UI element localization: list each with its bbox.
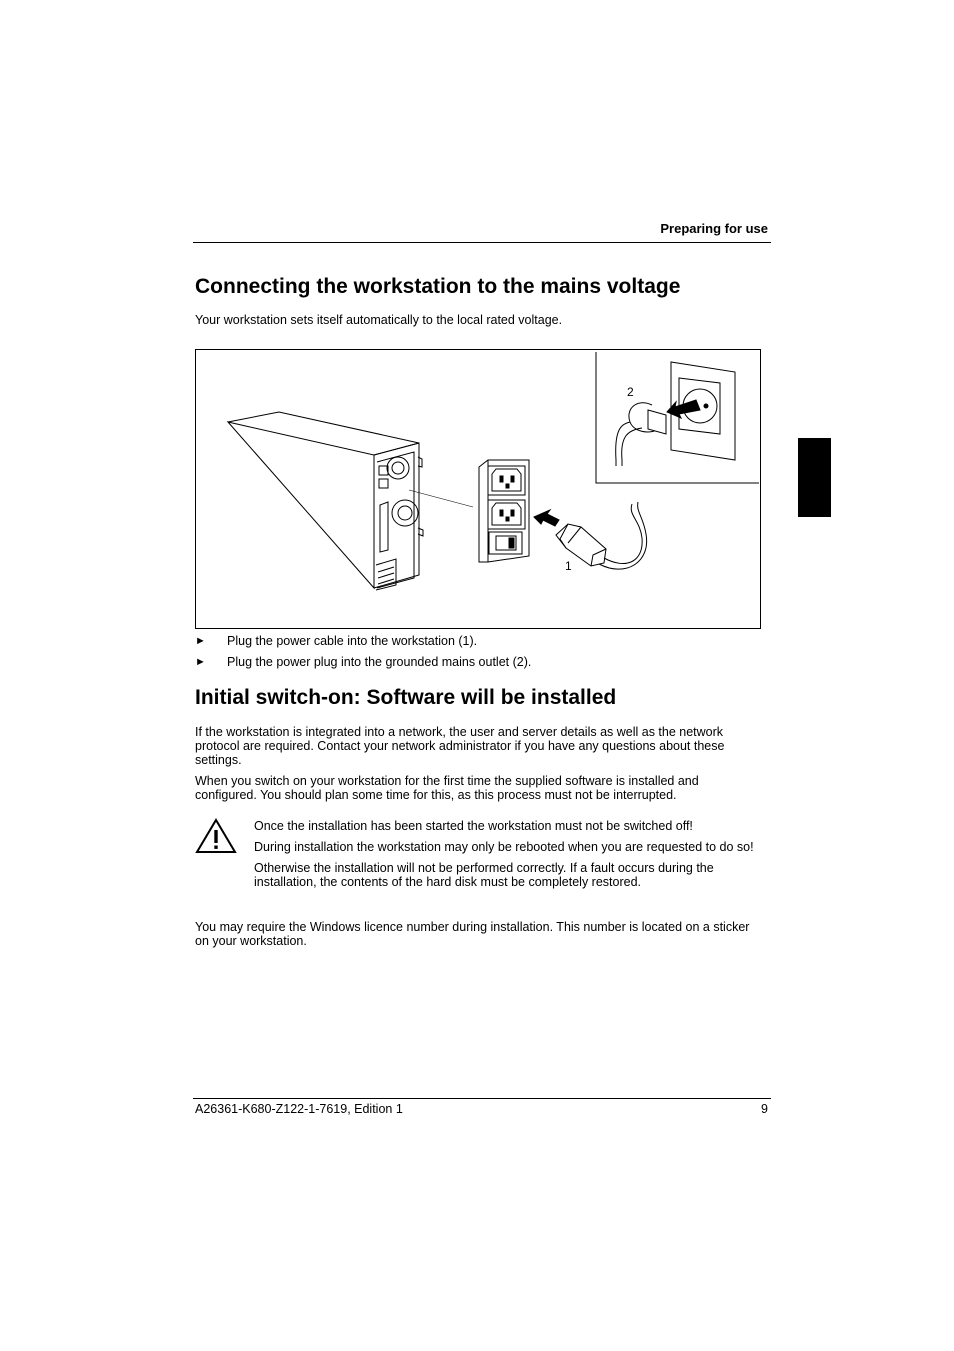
header-divider bbox=[193, 242, 771, 243]
list-item: ► Plug the power plug into the grounded mains outlet (2). bbox=[195, 655, 532, 669]
section-title-mains: Connecting the workstation to the mains voltage bbox=[195, 275, 681, 298]
licence-paragraph: You may require the Windows licence number during installation. This number is located on a sticker on your workstation. bbox=[195, 920, 750, 948]
section-title-software: Initial switch-on: Software will be installed bbox=[195, 686, 617, 709]
intro-paragraph: Your workstation sets itself automatically to the local rated voltage. bbox=[195, 313, 563, 327]
step-list bbox=[195, 634, 765, 676]
warning-triangle-icon bbox=[195, 818, 237, 859]
callout-1: 1 bbox=[565, 559, 572, 573]
first-switch-on-paragraph: When you switch on your workstation for the first time the supplied software is installed and configured. You should plan some time for this, as this process must not be interrupted. bbox=[195, 774, 699, 802]
callout-2: 2 bbox=[627, 385, 634, 399]
running-header: Preparing for use bbox=[660, 221, 768, 236]
network-paragraph: If the workstation is integrated into a network, the user and server details as well as the network protocol are required. Contact your network administrator if you have any questions about these settings. bbox=[195, 725, 725, 767]
connection-figure bbox=[195, 349, 761, 629]
triangle-right-icon: ► bbox=[195, 656, 206, 668]
footer-divider bbox=[193, 1098, 771, 1099]
warning-block bbox=[254, 819, 759, 896]
page-number: 9 bbox=[761, 1102, 768, 1116]
list-item: ► Plug the power cable into the workstation (1). bbox=[195, 634, 478, 648]
document-id: A26361-K680-Z122-1-7619, Edition 1 bbox=[195, 1102, 403, 1116]
warning-text: Otherwise the installation will not be performed correctly. If a fault occurs during the installation, the contents of the hard disk must be completely restored. bbox=[254, 861, 714, 889]
chapter-tab-marker bbox=[798, 438, 831, 517]
triangle-right-icon: ► bbox=[195, 635, 206, 647]
connection-illustration bbox=[196, 350, 760, 628]
warning-text: During installation the workstation may only be rebooted when you are requested to do so! bbox=[254, 840, 754, 854]
warning-text: Once the installation has been started the workstation must not be switched off! bbox=[254, 819, 693, 833]
